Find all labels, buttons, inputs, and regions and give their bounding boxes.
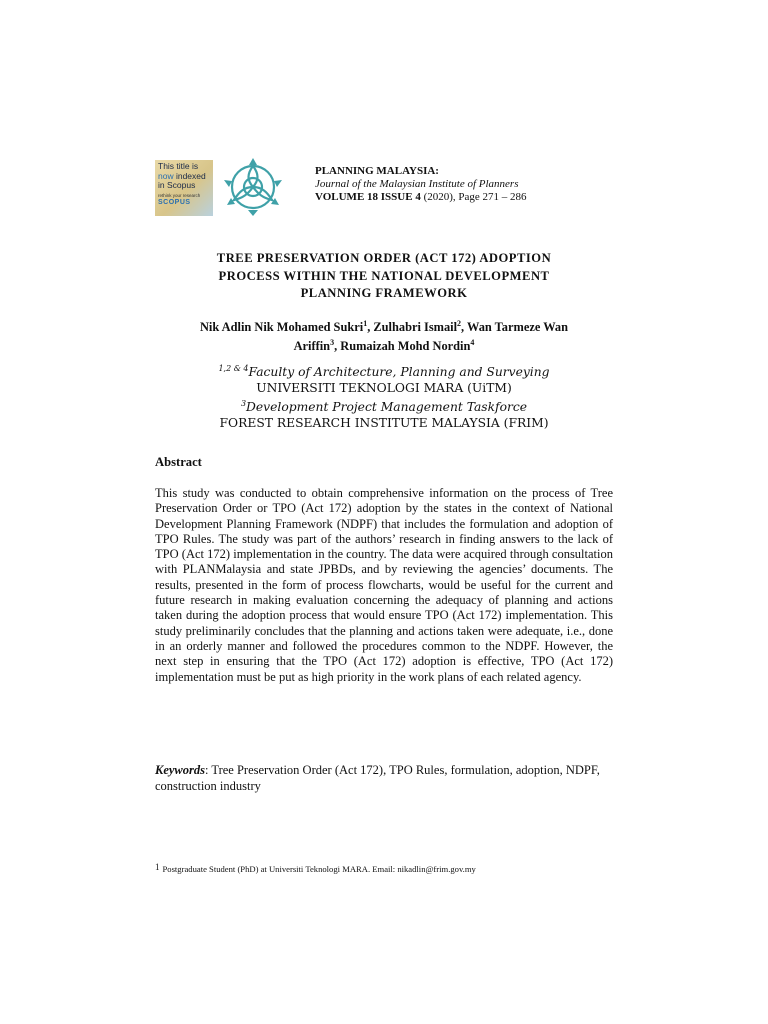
title-line-3: PLANNING FRAMEWORK xyxy=(300,286,468,300)
author-3-mark: 3 xyxy=(330,338,335,348)
journal-subtitle: Journal of the Malaysian Institute of Planners xyxy=(315,178,519,190)
authors-line-1 xyxy=(150,316,618,335)
author-1: Nik Adlin Nik Mohamed Sukri xyxy=(199,320,364,335)
affil-mark-1: 1,2 & 4 xyxy=(218,364,249,373)
journal-header xyxy=(315,165,615,204)
author-1-mark: 1 xyxy=(363,319,368,328)
institute-logo-icon xyxy=(220,156,286,218)
abstract-heading: Abstract xyxy=(155,455,202,469)
author-2: , Zulhabri Ismail xyxy=(367,320,458,335)
footnote-text: Postgraduate Student (PhD) at Universiti Teknologi MARA. Email: nikadlin@frim.gov.my xyxy=(162,864,476,874)
affil-faculty xyxy=(150,361,618,381)
journal-volume xyxy=(315,191,527,203)
affil-mark-2: 3 xyxy=(240,399,247,409)
author-list xyxy=(150,316,618,354)
volume-issue: VOLUME 18 ISSUE 4 xyxy=(315,191,421,203)
abstract-body: This study was conducted to obtain comprehensive information on the process of Tree Preservation Order or TPO (Act 172) adoption by the states in the context of National Development Planning Framework (NDPF) that includes the formulation and adoption of TPO Rules. The study was part of the authors’ research in finding answers to the lack of TPO (Act 172) implementation in the country. The data were acquired through consultation with PLANMalaysia and state JPBDs, and by reviewing the agencies’ documents. The results, presented in the form of process flowcharts, would be useful for the current and future research in making evaluation concerning the adequacy of planning and actions taken during the adoption process that would ensure TPO (Act 172) implementation. This study preliminarily concludes that the planning and actions taken were adequate, i.e., done in an orderly manner and followed the procedures common to the NDPF. However, the next step in ensuring that the TPO (Act 172) adoption is effective, TPO (Act 172) implementation must be put as high priority in the work plans of each related agency. xyxy=(155,486,613,684)
badge-now: now xyxy=(158,170,174,181)
footnote-mark: 1 xyxy=(155,862,160,872)
badge-small: rethink your research xyxy=(158,192,201,198)
keywords-label: Keywords xyxy=(155,763,205,777)
title-line-1: TREE PRESERVATION ORDER (ACT 172) ADOPTION xyxy=(216,251,552,265)
journal-name: PLANNING MALAYSIA: xyxy=(315,165,439,177)
badge-indexed: indexed xyxy=(173,170,206,181)
keywords xyxy=(155,763,615,794)
affil-faculty-text: Faculty of Architecture, Planning and Surveying xyxy=(248,365,550,380)
volume-pages: (2020), Page 271 – 286 xyxy=(420,191,527,203)
author-3: , Wan Tarmeze Wan xyxy=(461,320,568,335)
affil-taskforce-text: Development Project Management Taskforce xyxy=(246,400,528,415)
badge-line-1: This title is xyxy=(158,161,199,171)
affil-taskforce xyxy=(150,396,618,416)
badge-line-3: in Scopus xyxy=(158,180,196,190)
author-4-mark: 4 xyxy=(470,338,475,348)
author-3-cont: Ariffin xyxy=(293,339,331,354)
scopus-indexed-badge xyxy=(155,160,213,216)
affiliations xyxy=(150,361,618,431)
paper-title xyxy=(150,250,618,303)
badge-brand: SCOPUS xyxy=(158,198,191,206)
title-line-2: PROCESS WITHIN THE NATIONAL DEVELOPMENT xyxy=(218,268,550,283)
keywords-text: : Tree Preservation Order (Act 172), TPO Rules, formulation, adoption, NDPF, construction industry xyxy=(155,763,600,793)
footnote xyxy=(155,862,625,875)
author-2-mark: 2 xyxy=(457,319,462,328)
affil-university: UNIVERSITI TEKNOLOGI MARA (UiTM) xyxy=(256,380,512,395)
authors-line-2 xyxy=(150,335,618,354)
affil-institute: FOREST RESEARCH INSTITUTE MALAYSIA (FRIM) xyxy=(219,415,549,430)
author-4: , Rumaizah Mohd Nordin xyxy=(334,339,471,354)
